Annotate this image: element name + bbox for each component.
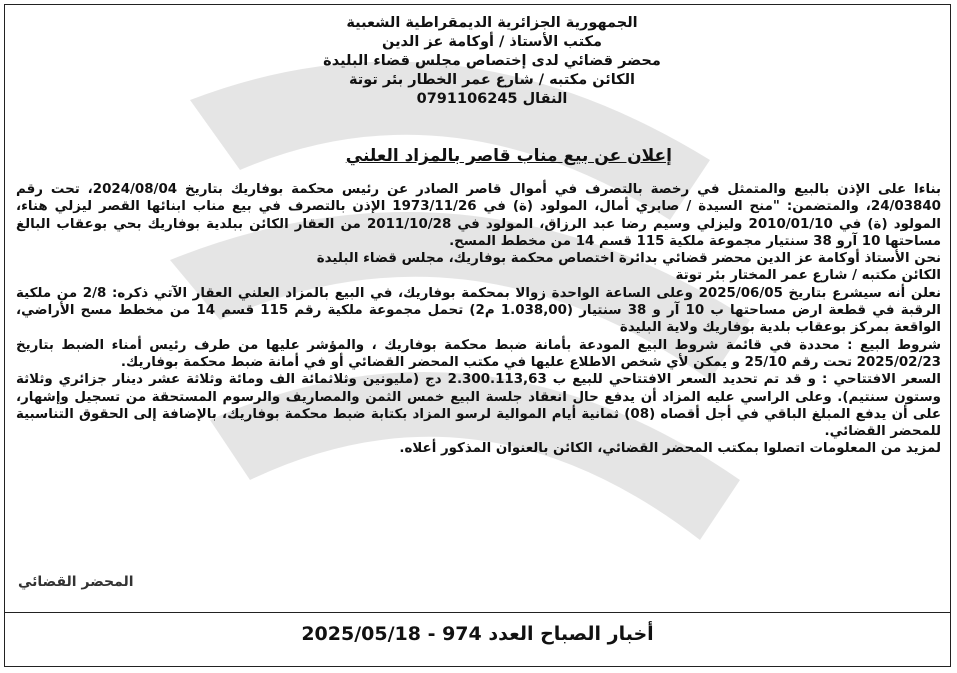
header-line-office: مكتب الأستاذ / أوكامة عز الدين <box>382 34 602 50</box>
notice-body <box>16 181 941 458</box>
paragraph-bailiff: نحن الأستاذ أوكامة عز الدين محضر قضائي بدائرة اختصاص محكمة بوفاريك، مجلس قضاء البليدة <box>316 251 941 267</box>
paragraph-opening-price: السعر الافتتاحي : و قد تم تحديد السعر الافتتاحي للبيع ب 2.300.113,63 دج (مليونين وثلاثمائة الف ومائة وثلاثة عشر دينار جزائري وثلاثة وستون سنتيم). وعلى الراسي عليه المزاد أن يدفع حال انعقاد جلسة البيع خمس الثمن والمصاريف والرسوم المستحقة من تسجيل وإشهار، على أن يدفع المبلغ الباقي في أجل أقصاه (08) ثمانية أيام الموالية لرسو المزاد بكتابة ضبط محكمة بوفاريك، بالإضافة إلى الحقوق التناسبية للمحضر القضائي. <box>16 372 941 440</box>
paragraph-contact: لمزيد من المعلومات اتصلوا بمكتب المحضر القضائي، الكائن بالعنوان المذكور أعلاه. <box>399 441 941 457</box>
paragraph-bailiff-address: الكائن مكتبه / شارع عمر المختار بئر توتة <box>675 268 941 284</box>
header-line-phone: النقال 0791106245 <box>416 91 568 107</box>
paragraph-sale-announcement: نعلن أنه سيشرع بتاريخ 2025/06/05 وعلى الساعة الواحدة زوالا بمحكمة بوفاريك، في البيع بالمزاد العلني العقار الآتي ذكره: 2/8 من ملكية الرقبة في قطعة ارض مساحتها ب 10 آر و 38 سنتيار (1.038,00 م2) تحمل مجموعة ملكية رقم 115 قسم 14 من مخطط مسح الأراضي، الواقعة بمركز بوعقاب بلدية بوفاريك ولاية البليدة <box>16 285 942 336</box>
header-line-address: الكائن مكتبه / شارع عمر الخطار بئر توتة <box>349 72 635 88</box>
header-line-republic: الجمهورية الجزائرية الديمقراطية الشعبية <box>346 15 638 31</box>
paragraph-sale-conditions: شروط البيع : محددة في قائمة شروط البيع المودعة بأمانة ضبط محكمة بوفاريك ، والمؤشر عليها من طرف رئيس أمناء الضبط بتاريخ 2025/02/23 تحت رقم 25/10 و يمكن لأي شخص الاطلاع عليها في مكتب المحضر القضائي أو في أمانة ضبط محكمة بوفاريك. <box>16 337 941 370</box>
header-line-jurisdiction: محضر قضائي لدى إختصاص مجلس قضاء البليدة <box>323 53 661 69</box>
notice-title: إعلان عن بيع مناب قاصر بالمزاد العلني <box>345 146 672 166</box>
publication-footer: أخبار الصباح العدد 974 - 2025/05/18 <box>4 612 951 645</box>
signature: المحضر القضائي <box>18 574 134 590</box>
paragraph-authorization: بناءا على الإذن بالبيع والمتمثل في رخصة بالتصرف في أموال قاصر الصادر عن رئيس محكمة بوفاريك بتاريخ 2024/08/04، تحت رقم 24/03840، والمتضمن: "منح السيدة / صابري أمال، المولود (ة) في 1973/11/26 الإذن بالتصرف في بيع مناب ابنائها القصر ليزلي هناء، المولود (ة) في 2010/01/10 وليزلي وسيم رضا عبد الرزاق، المولود في 2011/10/28 من العقار الكائن ببلدية بوفاريك بحي بوعقاب البالغ مساحتها 10 آرو 38 سنتيار مجموعة ملكية 115 قسم 14 من مخطط المسح. <box>16 182 941 249</box>
issuer-header <box>277 14 707 109</box>
